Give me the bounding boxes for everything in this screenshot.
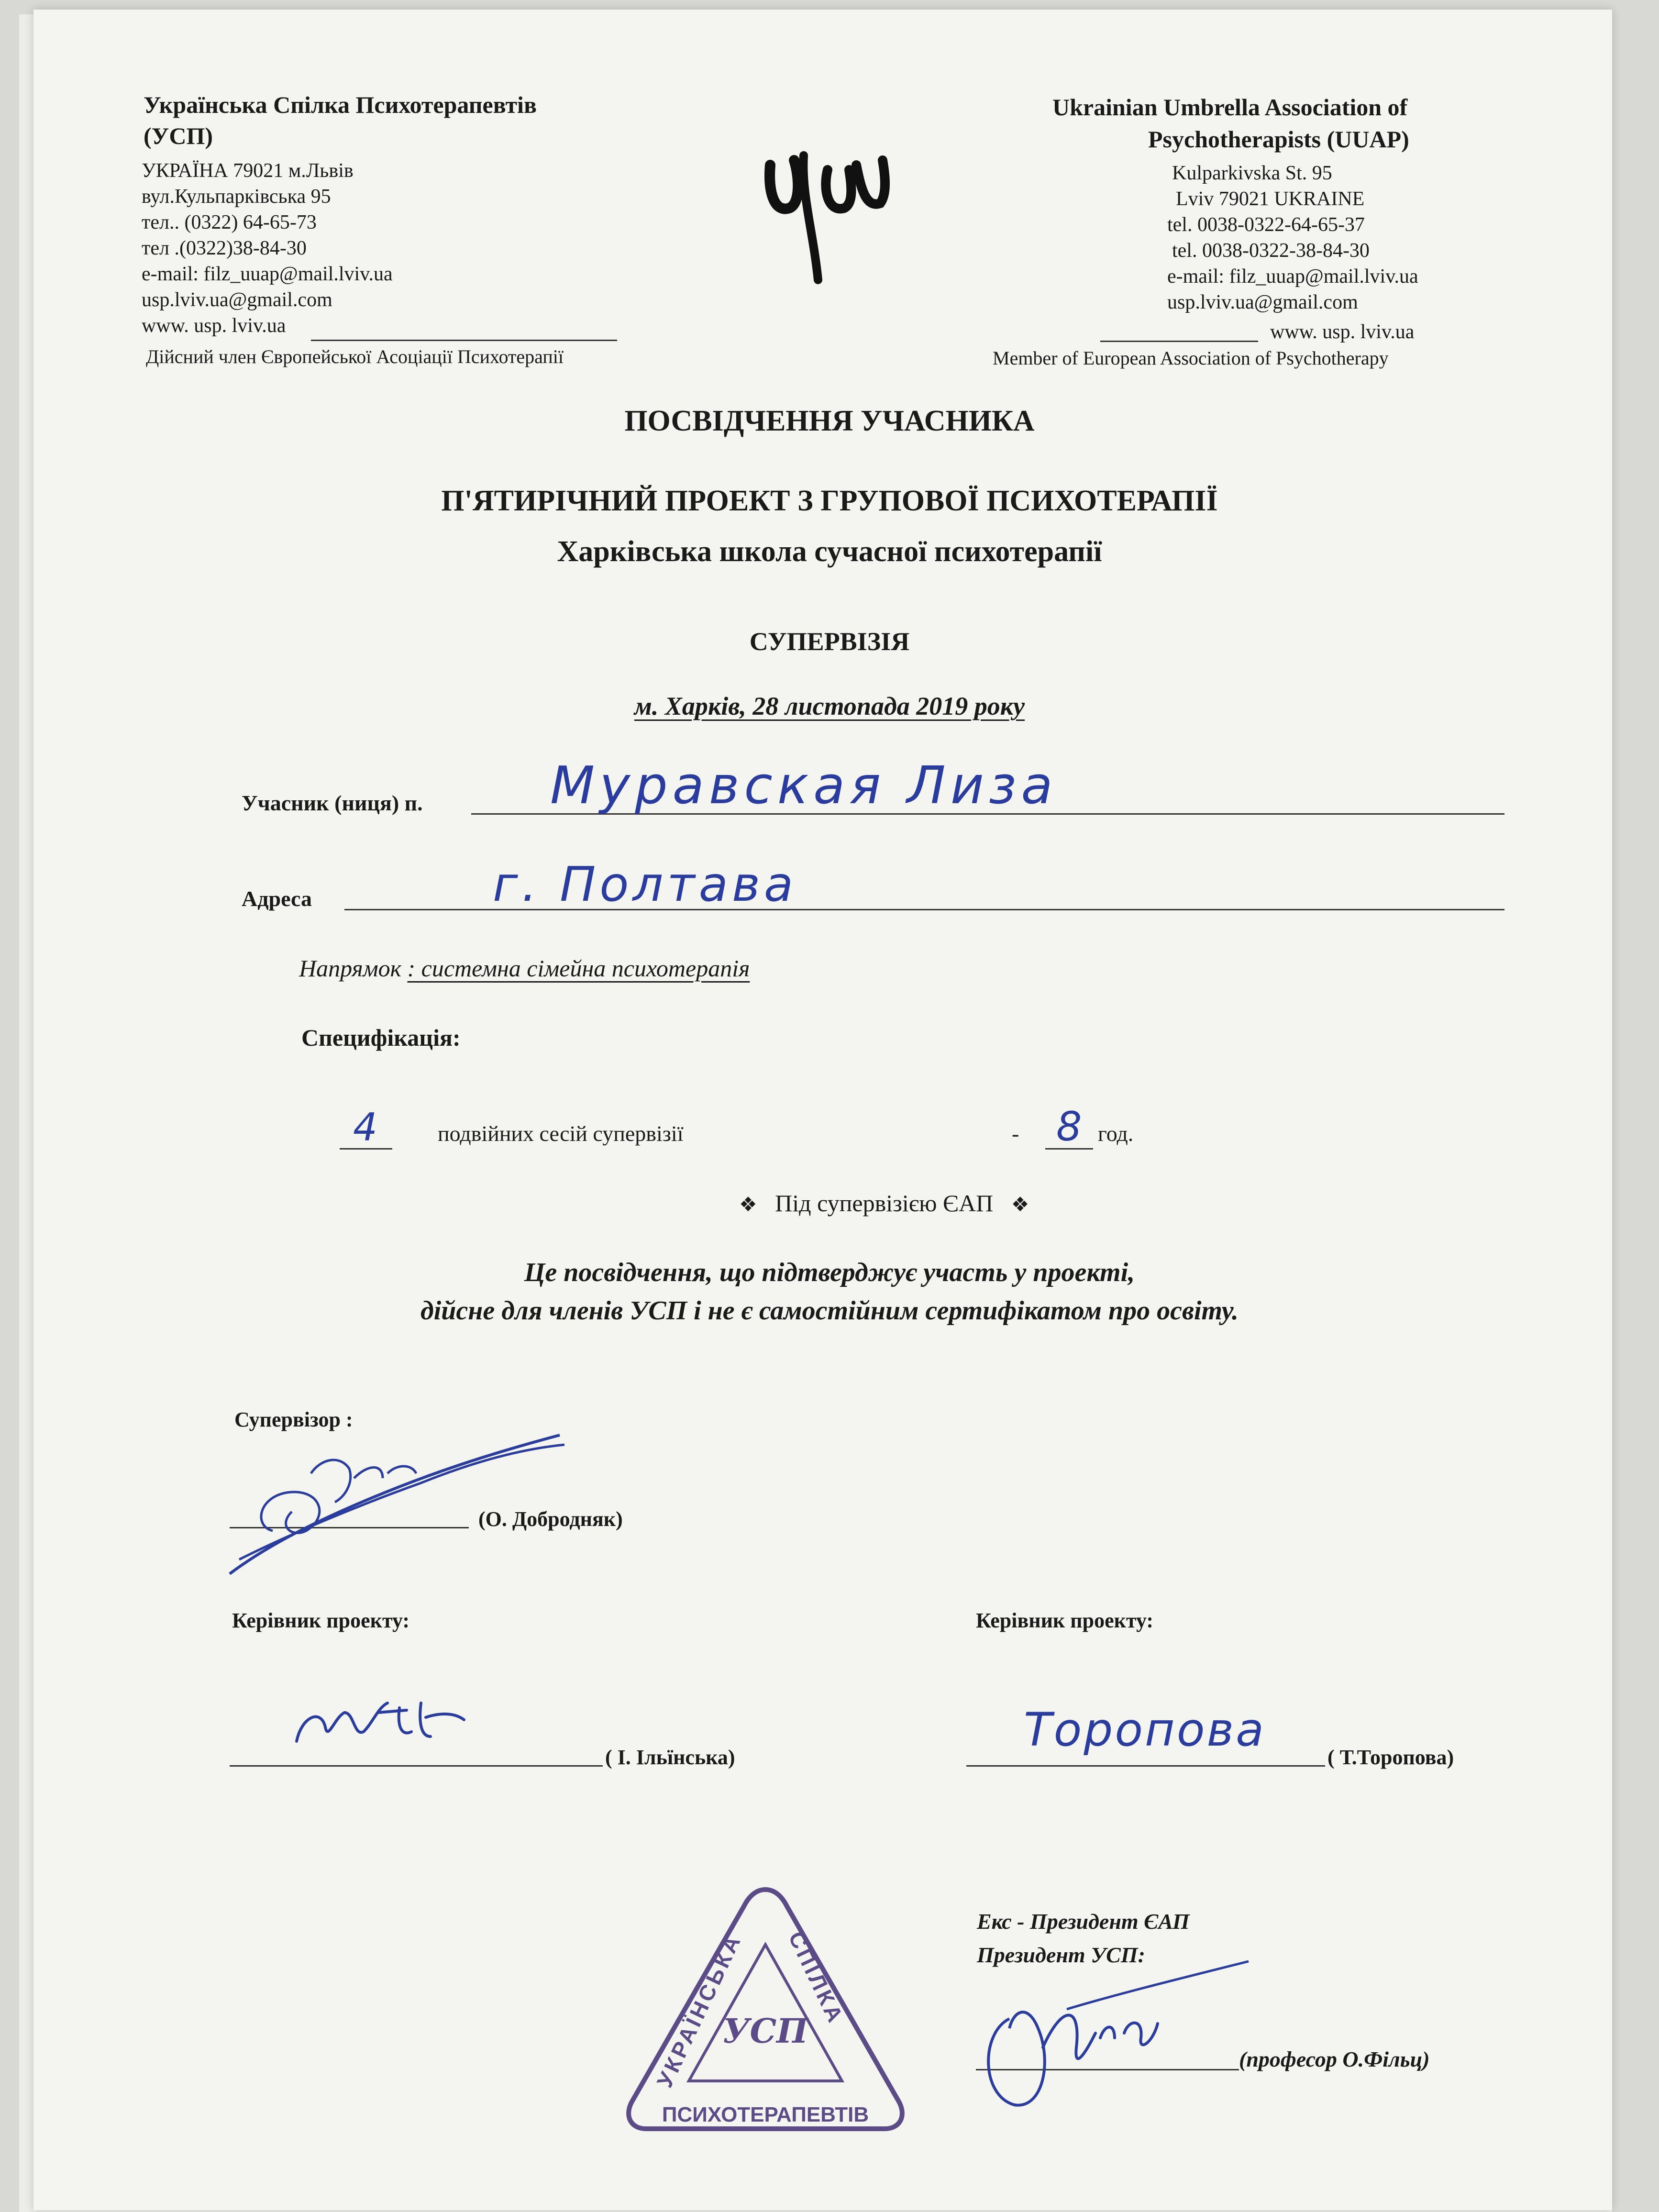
direction-row [299, 954, 750, 982]
leader-left-signature [282, 1684, 493, 1760]
stamp-top-right-text: СПІЛКА [784, 1927, 849, 2029]
header-right-line: e-mail: filz_uuap@mail.lviv.ua [1167, 265, 1418, 288]
school-title: Харківська школа сучасної психотерапії [557, 535, 1102, 568]
participant-label: Учасник (ниця) п. [242, 791, 423, 815]
section-title: СУПЕРВІЗІЯ [749, 627, 910, 656]
header-left-line: e-mail: filz_uuap@mail.lviv.ua [142, 263, 393, 285]
leader-right-signature: Торопова [1024, 1703, 1266, 1757]
supervisor-label: Супервізор : [234, 1408, 353, 1431]
header-left-line: www. usp. lviv.ua [142, 315, 286, 337]
header-right-rule [1100, 341, 1258, 342]
header-left-line: тел .(0322)38-84-30 [142, 237, 307, 259]
header-right-member: Member of European Association of Psychotherapy [993, 347, 1389, 369]
address-label: Адреса [242, 886, 312, 911]
sessions-dash: - [1012, 1121, 1019, 1146]
participant-value: Муравская Лиза [550, 756, 1058, 816]
header-right-line: Kulparkivska St. 95 [1172, 162, 1332, 184]
header-left-contact [142, 158, 393, 339]
direction-value: : системна сімейна психотерапія [407, 955, 750, 982]
page-title: ПОСВІДЧЕННЯ УЧАСНИКА [624, 405, 1035, 437]
place-date-wrap [0, 691, 1659, 721]
sessions-count: 4 [353, 1105, 377, 1150]
eap-text: Під супервізією ЄАП [775, 1190, 994, 1217]
header-left-line: usp.lviv.ua@gmail.com [142, 289, 332, 311]
place-date: м. Харків, 28 листопада 2019 року [634, 692, 1025, 720]
bullet-icon: ❖ [1011, 1193, 1029, 1216]
project-title: П'ЯТИРІЧНИЙ ПРОЕКТ З ГРУПОВОЇ ПСИХОТЕРАПІЇ [441, 485, 1218, 517]
leader-right-label: Керівник проекту: [976, 1609, 1154, 1632]
header-right-org-line1: Ukrainian Umbrella Association of [1052, 94, 1408, 121]
stamp-bottom-text: ПСИХОТЕРАПЕВТІВ [662, 2103, 869, 2126]
leader-left-name: ( І. Ільїнська) [605, 1746, 735, 1769]
president-line-1: Екс - Президент ЄАП [977, 1909, 1190, 1934]
header-left-org: Українська Спілка Психотерапевтів [144, 91, 537, 118]
president-signature [971, 1952, 1258, 2124]
notice-line-1: Це посвідчення, що підтверджує участь у проекті, [524, 1258, 1135, 1287]
leader-left-label: Керівник проекту: [232, 1609, 410, 1632]
header-left-org-abbr: (УСП) [144, 122, 213, 149]
header-right-web: www. usp. lviv.ua [1270, 321, 1415, 343]
stamp-center-text: УСП [722, 2011, 808, 2051]
stamp-top-left-text: УКРАЇНСЬКА [652, 1929, 747, 2091]
header-left-line: тел.. (0322) 64-65-73 [142, 211, 317, 233]
header-left-line: вул.Кульпарківська 95 [142, 186, 331, 208]
supervisor-signature [210, 1416, 574, 1588]
header-right-line: usp.lviv.ua@gmail.com [1167, 291, 1358, 313]
leader-right-sign-line [966, 1765, 1325, 1767]
svg-text:УКРАЇНСЬКА [652, 1929, 746, 2091]
address-value: г. Полтава [493, 856, 797, 912]
header-right-line: tel. 0038-0322-64-65-37 [1167, 214, 1365, 236]
leader-right-name: ( Т.Торопова) [1327, 1746, 1454, 1769]
header-right-org-line2: Psychotherapists (UUAP) [1148, 126, 1409, 153]
eap-row [739, 1189, 1029, 1217]
president-line-2: Президент УСП: [977, 1943, 1145, 1967]
sessions-unit: год. [1098, 1121, 1134, 1146]
header-right-line: tel. 0038-0322-38-84-30 [1172, 240, 1370, 262]
direction-label: Напрямок [299, 955, 401, 982]
sessions-hours: 8 [1056, 1103, 1082, 1150]
president-name: (професор О.Фільц) [1239, 2047, 1430, 2071]
bullet-icon: ❖ [739, 1193, 757, 1216]
sessions-text: подвійних сесій супервізії [438, 1121, 684, 1146]
notice-line-2: дійсне для членів УСП і не є самостійним сертифікатом про освіту. [420, 1296, 1239, 1326]
header-right-contact [1167, 160, 1418, 315]
specification-label: Специфікація: [301, 1024, 461, 1051]
usp-stamp [617, 1880, 914, 2148]
usp-logo-icon [756, 136, 890, 289]
header-left-member: Дійсний член Європейської Асоціації Психотерапії [146, 346, 564, 367]
header-left-rule [311, 340, 617, 341]
header-left-line: УКРАЇНА 79021 м.Львів [142, 160, 354, 182]
leader-left-sign-line [230, 1765, 603, 1767]
header-right-line: Lviv 79021 UKRAINE [1176, 188, 1365, 210]
supervisor-name: (О. Добродняк) [478, 1507, 623, 1531]
